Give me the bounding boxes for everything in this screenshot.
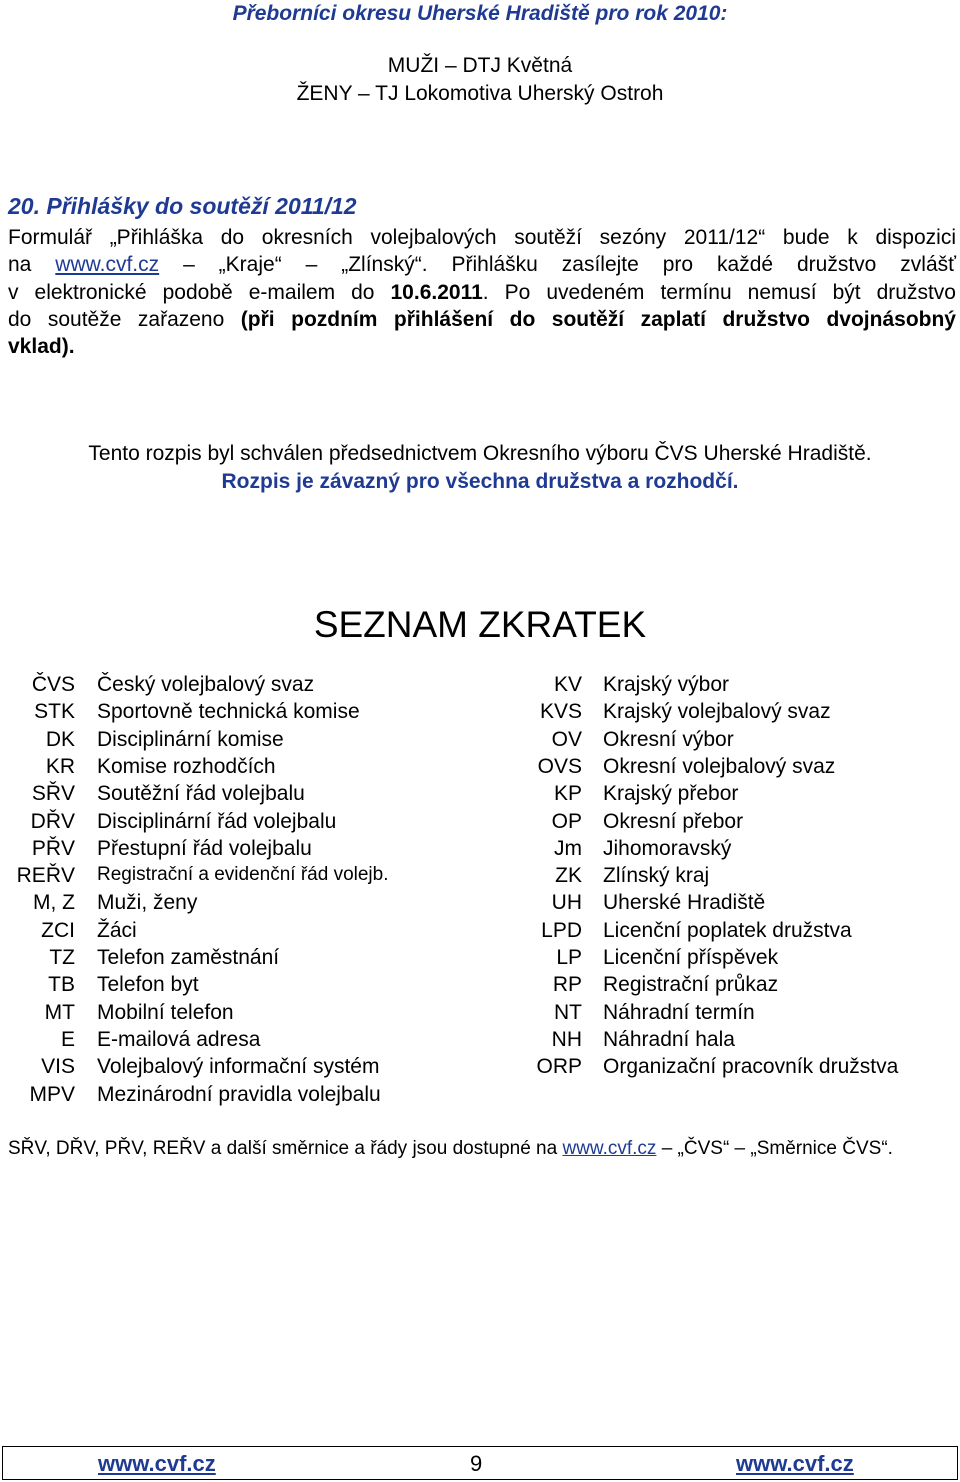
cvf-link[interactable]: www.cvf.cz (55, 253, 160, 277)
abbreviation-meaning: Licenční poplatek družstva (603, 918, 852, 942)
footer-link-left[interactable]: www.cvf.cz (98, 1451, 216, 1476)
late-fee-note: (při pozdním přihlášení do soutěží zaplatí družstvo dvojnásobný (240, 307, 956, 331)
abbreviation-code: LP (556, 946, 582, 969)
abbreviation-meaning: Organizační pracovník družstva (603, 1055, 899, 1079)
abbreviation-code: OV (551, 727, 582, 751)
abbreviation-code: DŘV (30, 809, 75, 833)
paragraph-text: v elektronické podobě e-mailem do (8, 280, 375, 304)
abbreviation-meaning: Muži, ženy (97, 891, 198, 915)
abbreviation-row (0, 1083, 960, 1110)
abbreviation-row (0, 864, 960, 891)
abbreviation-code: KVS (539, 700, 582, 724)
paragraph-text: do soutěže zařazeno (8, 307, 225, 331)
deadline-date: 10.6.2011 (390, 280, 483, 304)
abbreviation-code: ZCI (41, 918, 75, 942)
abbreviation-meaning: Mezinárodní pravidla volejbalu (97, 1082, 381, 1106)
binding-statement: Rozpis je závazný pro všechna družstva a rozhodčí. (221, 470, 739, 493)
abbreviation-meaning: Mobilní telefon (97, 1000, 234, 1024)
abbreviation-code: ČVS (31, 673, 75, 696)
abbreviation-meaning: Přestupní řád volejbalu (97, 836, 312, 860)
abbreviation-meaning: Jihomoravský (603, 836, 732, 860)
abbreviation-code: VIS (41, 1055, 75, 1079)
abbreviations-title: SEZNAM ZKRATEK (313, 604, 647, 645)
footnote-text: – „ČVS“ – „Směrnice ČVS“. (661, 1138, 893, 1159)
late-fee-note-end: vklad). (8, 335, 75, 359)
abbreviation-row (0, 891, 960, 918)
paragraph-text: . Po uvedeném termínu nemusí být družstvo (482, 280, 956, 304)
abbreviation-code: REŘV (16, 864, 75, 888)
abbreviation-meaning: Zlínský kraj (603, 864, 710, 888)
abbreviation-code: TZ (49, 946, 75, 969)
abbreviation-row (0, 700, 960, 727)
abbreviation-meaning: Volejbalový informační systém (97, 1055, 380, 1079)
abbreviation-code: OP (551, 809, 582, 833)
footnote-text: SŘV, DŘV, PŘV, REŘV a další směrnice a řády jsou dostupné na (8, 1138, 558, 1159)
champion-women: ŽENY – TJ Lokomotiva Uherský Ostroh (296, 82, 664, 105)
abbreviation-row (0, 673, 960, 700)
abbreviation-code: E (60, 1027, 75, 1051)
footnote (8, 1138, 893, 1160)
abbreviation-code: DK (45, 727, 75, 751)
abbreviation-meaning: Náhradní termín (603, 1000, 755, 1024)
abbreviation-code: RP (552, 973, 582, 997)
abbreviation-code: TB (48, 973, 75, 997)
abbreviation-row (0, 837, 960, 864)
abbreviation-code: OVS (537, 754, 582, 778)
abbreviation-row (0, 1028, 960, 1055)
section-20-title: 20. Přihlášky do soutěží 2011/12 (8, 193, 357, 219)
abbreviation-row (0, 1001, 960, 1028)
abbreviation-code: Jm (554, 836, 582, 860)
abbreviation-row (0, 919, 960, 946)
abbreviation-meaning: Soutěžní řád volejbalu (97, 782, 305, 806)
abbreviation-meaning: Disciplinární komise (97, 727, 284, 751)
abbreviation-meaning: Okresní přebor (603, 809, 744, 833)
abbreviation-code: KV (553, 673, 582, 696)
approval-statement: Tento rozpis byl schválen předsednictvem Okresního výboru ČVS Uherské Hradiště. (88, 442, 872, 465)
section-20-paragraph (8, 224, 956, 360)
abbreviation-meaning: Komise rozhodčích (97, 754, 276, 778)
abbreviation-row (0, 810, 960, 837)
paragraph-line (8, 279, 956, 306)
cvf-link[interactable]: www.cvf.cz (562, 1138, 657, 1159)
abbreviation-meaning: Krajský přebor (603, 782, 739, 806)
abbreviation-meaning: Registrační průkaz (603, 973, 779, 997)
abbreviation-code: M, Z (33, 891, 75, 915)
abbreviation-row (0, 728, 960, 755)
abbreviation-code: STK (34, 700, 75, 724)
abbreviation-row (0, 973, 960, 1000)
abbreviation-row (0, 782, 960, 809)
abbreviation-meaning: E-mailová adresa (97, 1027, 261, 1051)
paragraph-line (8, 251, 956, 278)
abbreviation-meaning: Telefon byt (97, 973, 199, 997)
abbreviation-row (0, 755, 960, 782)
abbreviation-meaning: Krajský výbor (603, 673, 730, 696)
abbreviation-meaning: Disciplinární řád volejbalu (97, 809, 337, 833)
abbreviation-code: ORP (536, 1055, 582, 1079)
footer-link-right[interactable]: www.cvf.cz (736, 1451, 854, 1476)
abbreviation-meaning: Registrační a evidenční řád volejb. (97, 864, 389, 886)
abbreviation-code: SŘV (31, 782, 75, 806)
paragraph-line (8, 306, 956, 333)
paragraph-line (8, 333, 956, 360)
abbreviation-meaning: Telefon zaměstnání (97, 946, 280, 969)
abbreviation-code: MPV (29, 1082, 75, 1106)
abbreviation-row (0, 1055, 960, 1082)
abbreviation-meaning: Okresní volejbalový svaz (603, 754, 836, 778)
abbreviation-code: UH (551, 891, 582, 915)
abbreviation-code: LPD (541, 918, 582, 942)
champion-men: MUŽI – DTJ Květná (387, 54, 573, 77)
paragraph-line: Formulář „Přihláška do okresních volejbalových soutěží sezóny 2011/12“ bude k dispozici (8, 226, 956, 249)
abbreviation-meaning: Uherské Hradiště (603, 891, 766, 915)
abbreviation-code: MT (44, 1000, 75, 1024)
abbreviation-meaning: Český volejbalový svaz (97, 673, 315, 696)
abbreviation-code: KP (553, 782, 582, 806)
abbreviation-meaning: Krajský volejbalový svaz (603, 700, 831, 724)
abbreviation-meaning: Sportovně technická komise (97, 700, 360, 724)
paragraph-text: – „Kraje“ – „Zlínský“. Přihlášku zasílejte pro každé družstvo zvlášť (183, 253, 956, 277)
abbreviation-meaning: Žáci (97, 918, 137, 942)
paragraph-text: na (8, 253, 32, 277)
abbreviation-code: KR (45, 754, 75, 778)
abbreviation-row (0, 946, 960, 973)
abbreviation-code: PŘV (31, 836, 75, 860)
abbreviation-code: ZK (555, 864, 582, 888)
abbreviation-meaning: Licenční příspěvek (603, 946, 779, 969)
abbreviation-code: NH (551, 1027, 582, 1051)
champions-title: Přeborníci okresu Uherské Hradiště pro rok 2010: (232, 2, 728, 25)
page-number: 9 (470, 1451, 483, 1476)
abbreviation-code: NT (554, 1000, 582, 1024)
abbreviation-meaning: Okresní výbor (603, 727, 734, 751)
abbreviation-meaning: Náhradní hala (603, 1027, 735, 1051)
